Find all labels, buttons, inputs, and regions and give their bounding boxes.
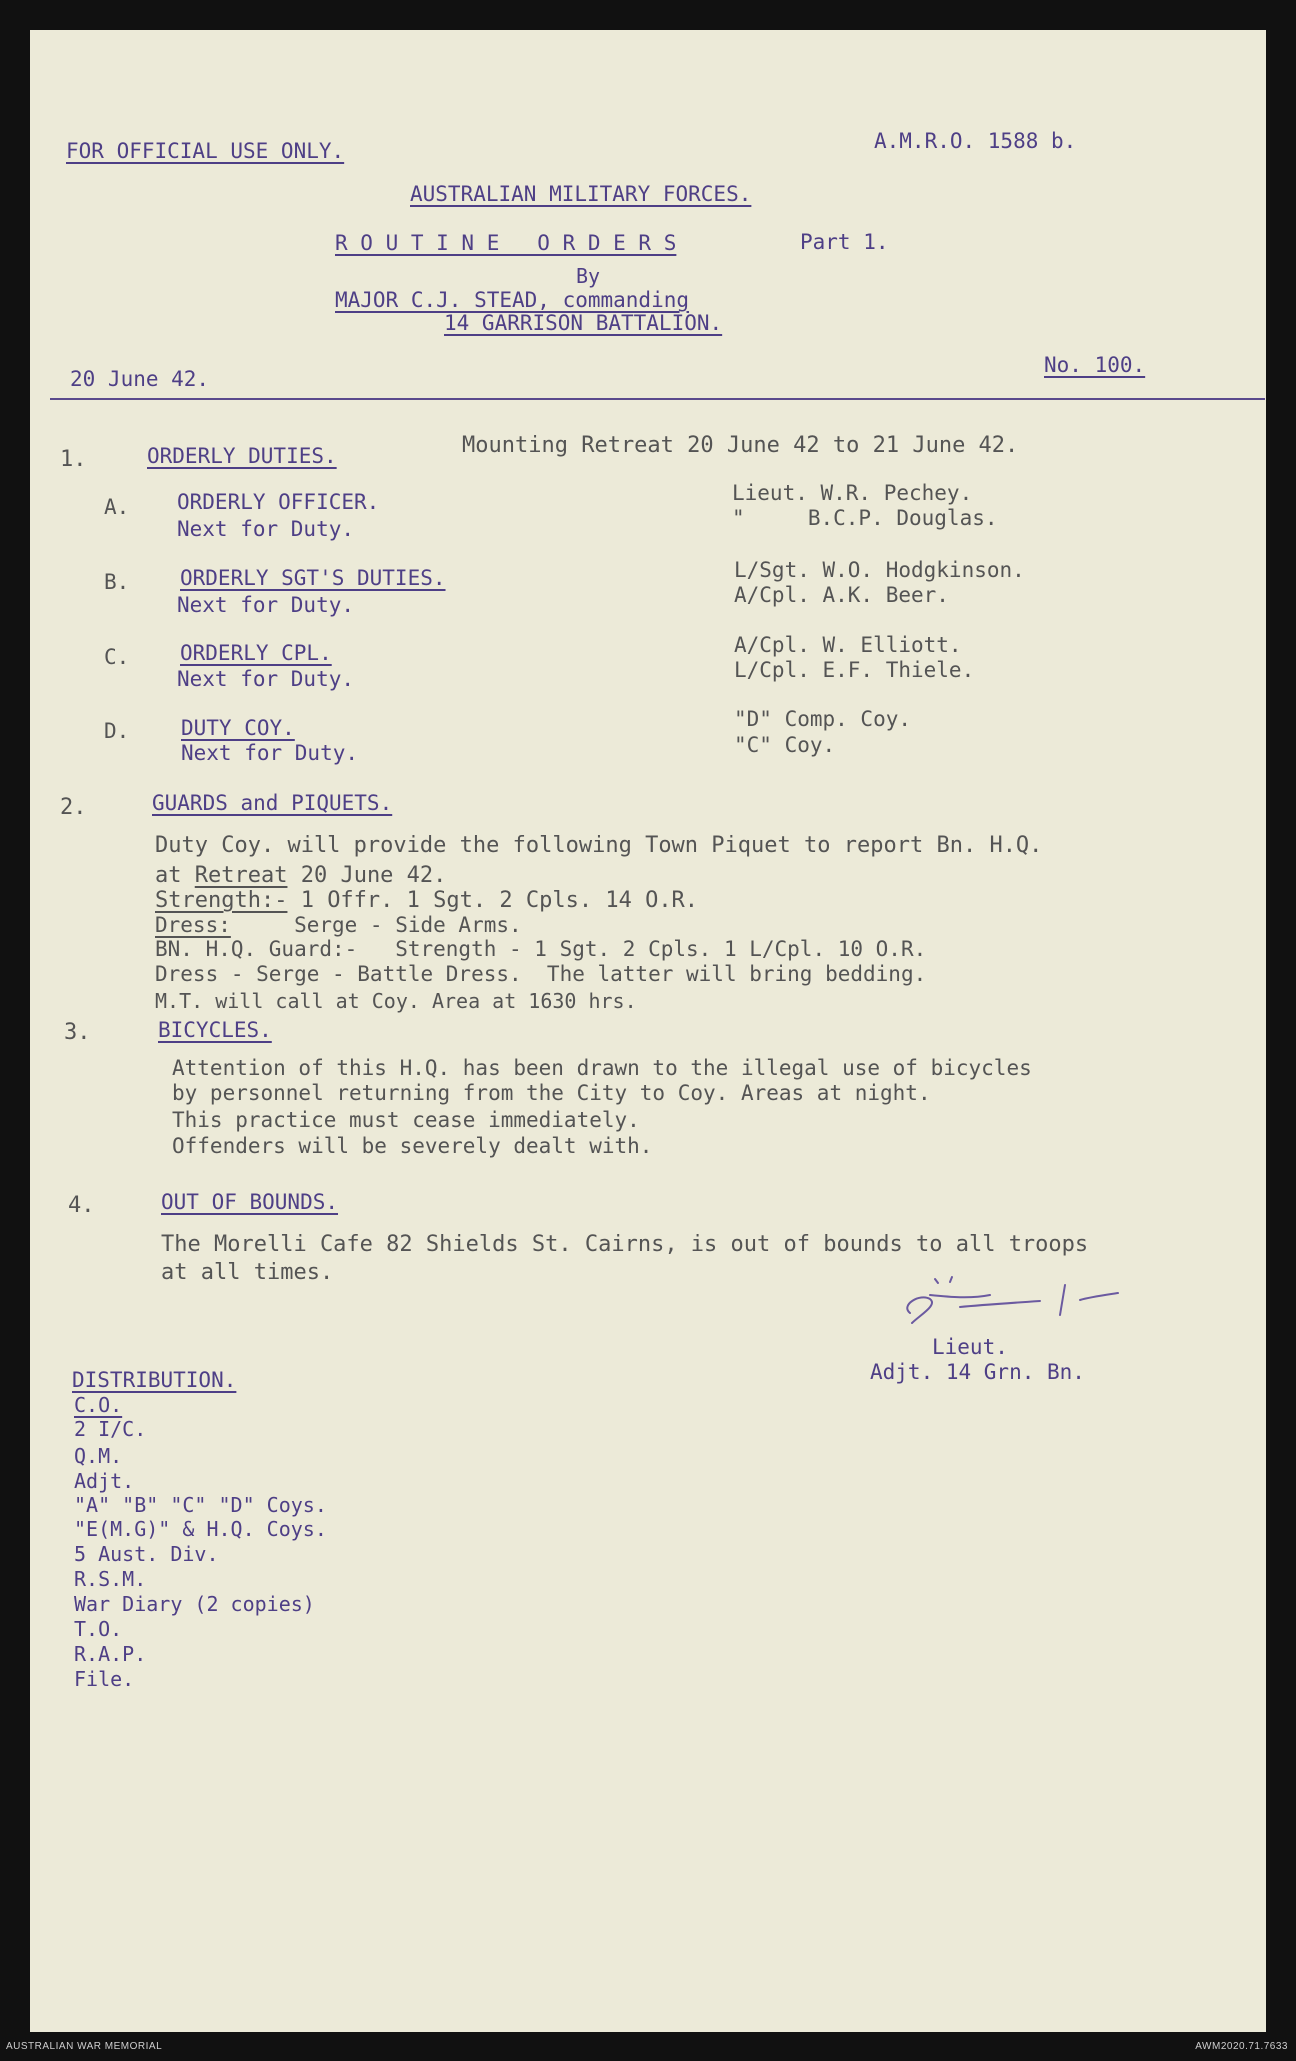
battalion-name: 14 GARRISON BATTALION. [444,311,723,335]
footer-accession: AWM2020.71.7633 [1195,2041,1288,2052]
item-d-sub: Next for Duty. [181,741,359,765]
official-use-label: FOR OFFICIAL USE ONLY. [66,139,345,163]
section-1-number: 1. [60,447,87,472]
section-2-guard-dress: Dress - Serge - Battle Dress. The latter will bring bedding. [155,962,927,986]
distribution-item: C.O. [74,1393,123,1417]
signature-rank: Lieut. [932,1335,1008,1359]
section-1-title: ORDERLY DUTIES. [147,444,337,468]
item-c-sub: Next for Duty. [177,667,355,691]
distribution-item: "A" "B" "C" "D" Coys. [74,1493,327,1517]
item-b-name-2: A/Cpl. A.K. Beer. [734,583,949,607]
section-2-number: 2. [60,795,87,820]
item-b-title: ORDERLY SGT'S DUTIES. [180,566,446,590]
item-a-sub: Next for Duty. [177,517,355,541]
item-b-name-1: L/Sgt. W.O. Hodgkinson. [734,558,1025,582]
forces-heading: AUSTRALIAN MILITARY FORCES. [410,182,752,206]
item-c-letter: C. [104,645,130,669]
section-2-guard: BN. H.Q. Guard:- Strength - 1 Sgt. 2 Cpls. 1 L/Cpl. 10 O.R. [155,937,927,961]
order-date: 20 June 42. [70,367,210,391]
section-4-line-1: The Morelli Cafe 82 Shields St. Cairns, is out of bounds to all troops [161,1232,1089,1257]
item-a-name-1: Lieut. W.R. Pechey. [732,481,973,505]
header-divider [50,398,1265,400]
distribution-item: 5 Aust. Div. [74,1542,219,1566]
item-a-title: ORDERLY OFFICER. [177,490,380,514]
distribution-item: File. [74,1667,135,1691]
commanding-officer: MAJOR C.J. STEAD, commanding [335,288,690,312]
section-3-line-2: by personnel returning from the City to Coy. Areas at night. [172,1081,931,1105]
section-2-dress: Dress: Serge - Side Arms. [155,913,522,937]
section-2-title: GUARDS and PIQUETS. [152,791,393,815]
item-d-name-2: "C" Coy. [734,733,836,757]
distribution-item: "E(M.G)" & H.Q. Coys. [74,1517,327,1541]
section-3-line-3: This practice must cease immediately. [172,1108,640,1132]
distribution-item: Q.M. [74,1444,123,1468]
distribution-item: War Diary (2 copies) [74,1592,315,1616]
signature-unit: Adjt. 14 Grn. Bn. [870,1360,1085,1384]
item-d-letter: D. [104,719,130,743]
section-2-mt: M.T. will call at Coy. Area at 1630 hrs. [155,989,637,1013]
section-4-line-2: at all times. [161,1260,334,1285]
item-d-name-1: "D" Comp. Coy. [734,707,912,731]
distribution-item: Adjt. [74,1469,135,1493]
item-a-name-2: " B.C.P. Douglas. [732,506,998,530]
section-4-number: 4. [68,1193,95,1218]
section-3-line-1: Attention of this H.Q. has been drawn to the illegal use of bicycles [172,1056,1032,1080]
item-c-title: ORDERLY CPL. [180,641,332,665]
distribution-item: T.O. [74,1617,123,1641]
routine-orders-heading: R O U T I N E O R D E R S [335,231,677,255]
order-number: No. 100. [1044,353,1146,377]
section-2-line-2: at Retreat 20 June 42. [155,863,447,888]
distribution-title: DISTRIBUTION. [72,1368,237,1392]
item-a-letter: A. [104,495,130,519]
section-1-note: Mounting Retreat 20 June 42 to 21 June 42. [462,433,1019,458]
section-4-title: OUT OF BOUNDS. [161,1190,339,1214]
item-b-letter: B. [104,570,130,594]
section-3-number: 3. [64,1020,91,1045]
item-b-sub: Next for Duty. [177,593,355,617]
footer-credit: AUSTRALIAN WAR MEMORIAL [6,2041,163,2052]
part-label: Part 1. [800,230,889,254]
section-3-title: BICYCLES. [158,1018,272,1042]
section-2-strength: Strength:- 1 Offr. 1 Sgt. 2 Cpls. 14 O.R. [155,888,699,913]
by-label: By [576,264,601,288]
reference-number: A.M.R.O. 1588 b. [874,129,1077,153]
item-d-title: DUTY COY. [181,716,295,740]
distribution-item: R.S.M. [74,1567,147,1591]
section-3-line-4: Offenders will be severely dealt with. [172,1134,653,1158]
signature-scribble [890,1265,1130,1345]
item-c-name-2: L/Cpl. E.F. Thiele. [734,658,975,682]
distribution-item: R.A.P. [74,1642,147,1666]
distribution-item: 2 I/C. [74,1417,147,1441]
item-c-name-1: A/Cpl. W. Elliott. [734,633,962,657]
section-2-line-1: Duty Coy. will provide the following Town Piquet to report Bn. H.Q. [155,833,1043,858]
